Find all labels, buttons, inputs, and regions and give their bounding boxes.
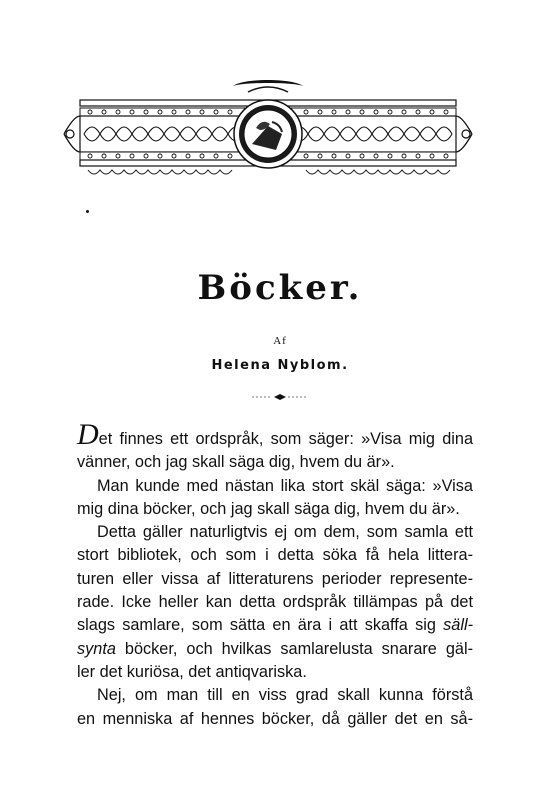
drop-cap: D [77, 418, 99, 451]
text-line: rade. Icke heller kan detta ordspråk tillämpas på det [77, 593, 473, 612]
text-line: Nej, om man till en viss grad skall kunna förstå [97, 686, 473, 705]
text-line: Man kunde med nästan lika stort skäl säga: »Visa [97, 476, 473, 495]
byline: Af [273, 335, 287, 347]
text-line: vänner, och jag skall säga dig, hvem du är». [77, 453, 395, 472]
body-text [77, 418, 473, 731]
ink-speck [86, 210, 89, 213]
text-line: en menniska af hennes böcker, då gäller det en så- [77, 709, 473, 728]
section-divider-ornament [250, 392, 310, 402]
author-name: Helena Nyblom. [211, 358, 349, 373]
text-line: stort bibliotek, och som i detta söka få hela littera- [77, 546, 473, 565]
text-line: Detta gäller naturligtvis ej om dem, som samla ett [97, 523, 473, 542]
text-line: mig dina böcker, och jag skall säga dig, hvem du är». [77, 499, 460, 518]
text-line [77, 614, 473, 637]
text-line: turen eller vissa af litteraturens perioder represente- [77, 569, 473, 588]
italic-span: säll- [443, 616, 473, 635]
italic-span: synta [77, 639, 116, 658]
decorative-header-ornament [58, 78, 478, 188]
text-line [77, 638, 473, 661]
text-span: et finnes ett ordspråk, som säger: »Visa mig dina [98, 430, 473, 448]
text-span: böcker, och hvilkas samlarelusta snarare gäl- [115, 639, 473, 658]
text-line [77, 418, 473, 451]
text-span: slags samlare, som sätta en ära i att skaffa sig [77, 616, 444, 635]
text-line: ler det kuriösa, det antiqvariska. [77, 662, 307, 681]
page-title: Böcker. [197, 268, 363, 308]
